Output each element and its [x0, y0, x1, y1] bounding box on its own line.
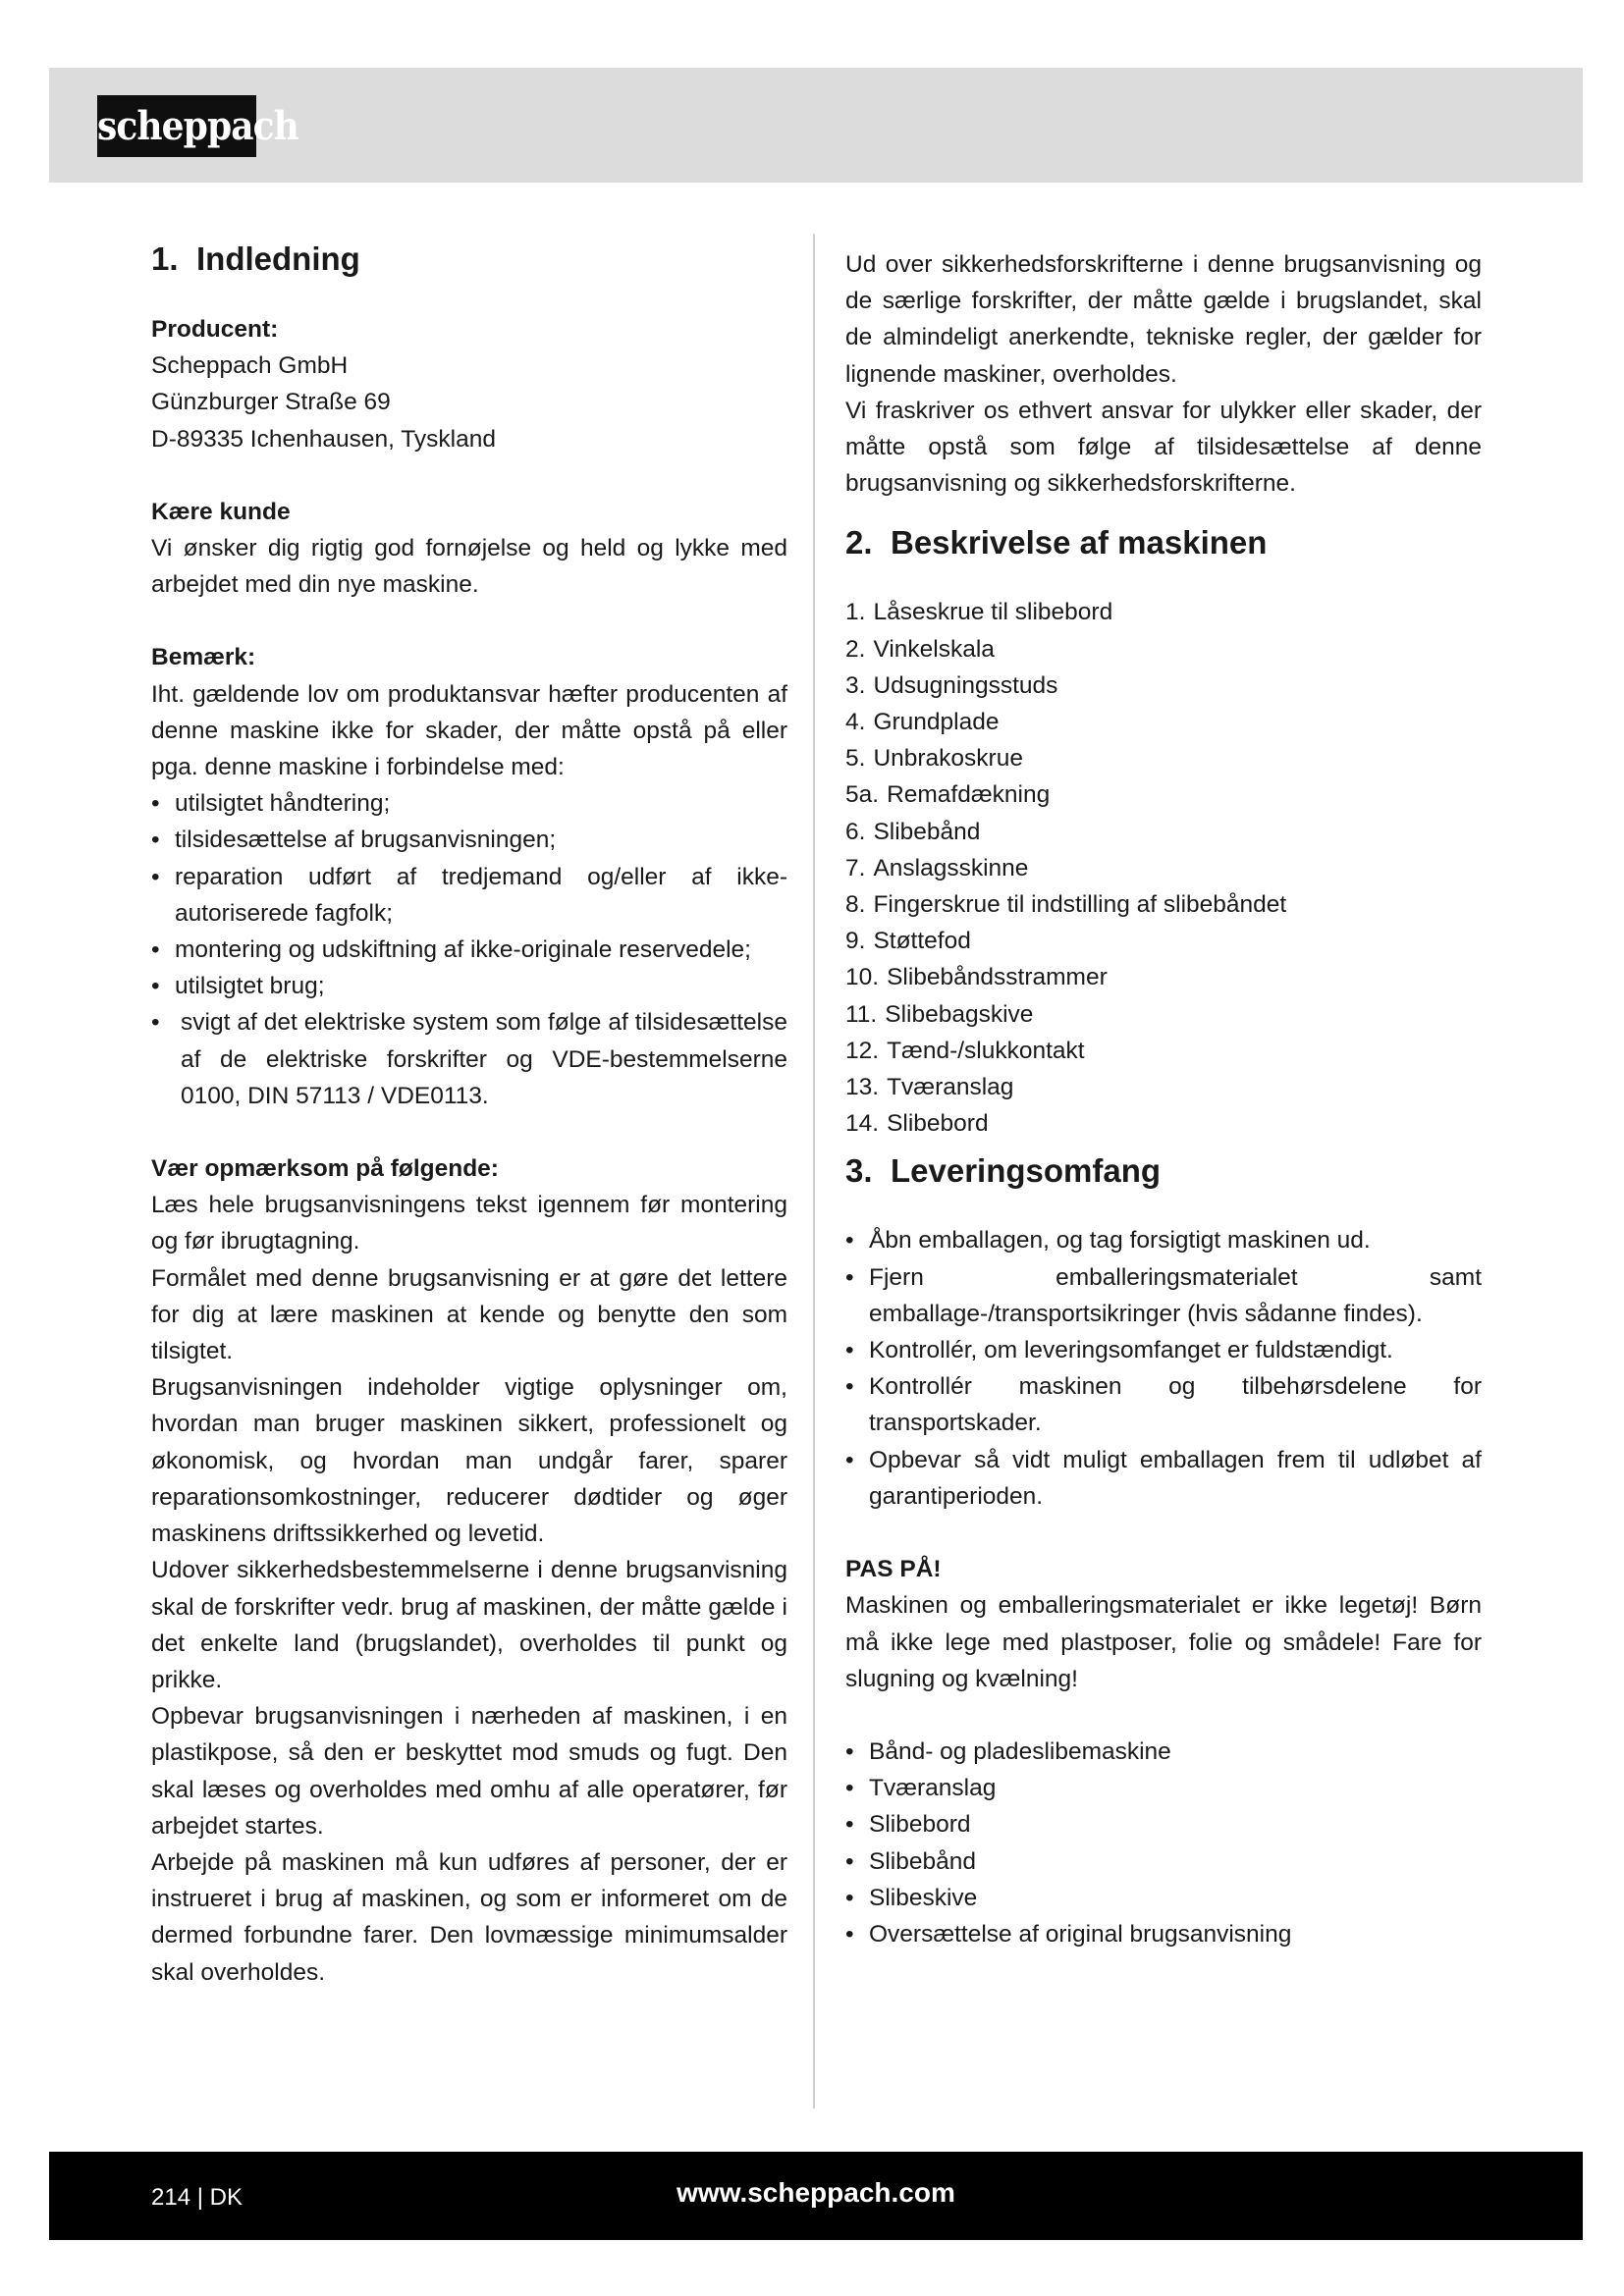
footer-bar [49, 2152, 1583, 2240]
section-1-heading [151, 240, 787, 279]
contents-item: • Oversættelse af original brugsanvisning [845, 1916, 1482, 1952]
parts-list [845, 594, 1482, 1142]
part-item: 5. Unbrakoskrue [845, 745, 1023, 773]
part-item: 9. Støttefod [845, 928, 971, 955]
delivery-item: • Opbevar så vidt muligt emballagen frem til udløbet af garantiperioden. [845, 1442, 1482, 1515]
part-item: 12. Tænd-/slukkontakt [845, 1037, 1085, 1064]
attention-paragraph: Udover sikkerhedsbestemmelserne i denne brugsanvisning skal de forskrifter vedr. brug af maskinen, der måtte gælde i det enkelte land (brugslandet), overholdes til punkt og prikke. [151, 1557, 787, 1693]
attention-paragraph: Opbevar brugsanvisningen i nærheden af maskinen, i en plastikpose, så den er beskyttet mod smuds og fugt. Den skal læses og overholdes med omhu af alle operatører, før arbejdet startes. [151, 1703, 787, 1840]
website-url: www.scheppach.com [677, 2177, 955, 2208]
part-item: 5a. Remafdækning [845, 781, 1051, 809]
producer-line: Günzburger Straße 69 [151, 389, 391, 416]
right-column [845, 234, 1482, 1952]
brand-logo: scheppach [97, 95, 256, 157]
section-1-number: 1. [151, 240, 179, 277]
part-item: 2. Vinkelskala [845, 635, 995, 663]
contents-item: • Tværanslag [845, 1770, 1482, 1806]
part-item: 6. Slibebånd [845, 818, 981, 845]
dear-customer-label: Kære kunde [151, 498, 291, 525]
delivery-list [845, 1222, 1482, 1515]
note-item: • utilsigtet brug; [151, 968, 787, 1004]
producer-line: D-89335 Ichenhausen, Tyskland [151, 425, 496, 453]
delivery-item: • Kontrollér maskinen og tilbehørsdelene for transportskader. [845, 1368, 1482, 1441]
note-list [151, 785, 787, 1114]
producer-label: Producent: [151, 316, 279, 343]
note-item: • reparation udført af tredjemand og/eller af ikke-autoriserede fagfolk; [151, 859, 787, 932]
contents-list [845, 1734, 1482, 1952]
part-item: 11. Slibebagskive [845, 1000, 1034, 1028]
producer-line: Scheppach GmbH [151, 352, 349, 380]
contents-item: • Bånd- og pladeslibemaskine [845, 1734, 1482, 1770]
contents-item: • Slibebånd [845, 1843, 1482, 1880]
part-item: 7. Anslagsskinne [845, 854, 1029, 881]
part-item: 3. Udsugningsstuds [845, 671, 1058, 699]
delivery-item: • Fjern emballeringsmaterialet samt emballage-/transportsikringer (hvis sådanne findes). [845, 1259, 1482, 1332]
section-2-number: 2. [845, 524, 873, 561]
part-item: 1. Låseskrue til slibebord [845, 599, 1113, 626]
attention-paragraph: Brugsanvisningen indeholder vigtige oplysninger om, hvordan man bruger maskinen sikkert, professionelt og økonomisk, og hvordan man undgår farer, sparer reparationsomkostninger, reducerer dødtider og øger maskinens driftssikkerhed og levetid. [151, 1374, 787, 1548]
warning-text: Maskinen og emballeringsmaterialet er ikke legetøj! Børn må ikke lege med plastposer, folie og smådele! Fare for slugning og kvælning! [845, 1592, 1482, 1692]
note-label: Bemærk: [151, 644, 256, 671]
part-item: 13. Tværanslag [845, 1074, 1014, 1101]
note-item: • montering og udskiftning af ikke-originale reservedele; [151, 932, 787, 968]
section-2-title: Beskrivelse af maskinen [891, 524, 1268, 561]
section-2-heading [845, 523, 1482, 562]
page-number: 214 | DK [151, 2184, 243, 2211]
contents-item: • Slibeskive [845, 1880, 1482, 1916]
part-item: 8. Fingerskrue til indstilling af slibebåndet [845, 891, 1287, 919]
dear-customer-text: Vi ønsker dig rigtig god fornøjelse og held og lykke med arbejdet med din nye maskine. [151, 535, 787, 599]
left-column [151, 234, 787, 1991]
note-item: • utilsigtet håndtering; [151, 785, 787, 822]
contents-item: • Slibebord [845, 1806, 1482, 1842]
section-1-title: Indledning [196, 240, 360, 277]
part-item: 4. Grundplade [845, 709, 1000, 736]
intro-paragraph: Vi fraskriver os ethvert ansvar for ulykker eller skader, der måtte opstå som følge af tilsidesættelse af denne brugsanvisning og sikkerhedsforskrifterne. [845, 397, 1482, 498]
part-item: 10. Slibebåndsstrammer [845, 964, 1108, 991]
section-3-number: 3. [845, 1152, 873, 1190]
warning-label: PAS PÅ! [845, 1556, 942, 1583]
note-text: Iht. gældende lov om produktansvar hæfter producenten af denne maskine ikke for skader, der måtte opstå på eller pga. denne maskine i forbindelse med: [151, 680, 787, 781]
intro-paragraph: Ud over sikkerhedsforskrifterne i denne brugsanvisning og de særlige forskrifter, der måtte gælde i brugslandet, skal de almindeligt anerkendte, tekniske regler, der gælder for lignende maskiner, overholdes. [845, 251, 1482, 388]
delivery-item: • Kontrollér, om leveringsomfanget er fuldstændigt. [845, 1332, 1482, 1368]
note-item: • svigt af det elektriske system som følge af tilsidesættelse af de elektriske forskrifter og VDE-bestemmelserne 0100, DIN 57113 / VDE0113. [151, 1004, 787, 1114]
part-item: 14. Slibebord [845, 1110, 989, 1138]
attention-paragraph: Arbejde på maskinen må kun udføres af personer, der er instrueret i brug af maskinen, og som er informeret om de dermed forbundne farer. Den lovmæssige minimumsalder skal overholdes. [151, 1848, 787, 1986]
attention-label: Vær opmærksom på følgende: [151, 1155, 499, 1183]
note-item: • tilsidesættelse af brugsanvisningen; [151, 822, 787, 858]
attention-paragraph: Formålet med denne brugsanvisning er at gøre det lettere for dig at lære maskinen at kende og benytte den som tilsigtet. [151, 1264, 787, 1365]
section-3-heading [845, 1151, 1482, 1191]
delivery-item: • Åbn emballagen, og tag forsigtigt maskinen ud. [845, 1222, 1482, 1258]
section-3-title: Leveringsomfang [891, 1152, 1162, 1190]
column-divider [813, 234, 815, 2109]
attention-paragraph: Læs hele brugsanvisningens tekst igennem før montering og før ibrugtagning. [151, 1192, 787, 1255]
